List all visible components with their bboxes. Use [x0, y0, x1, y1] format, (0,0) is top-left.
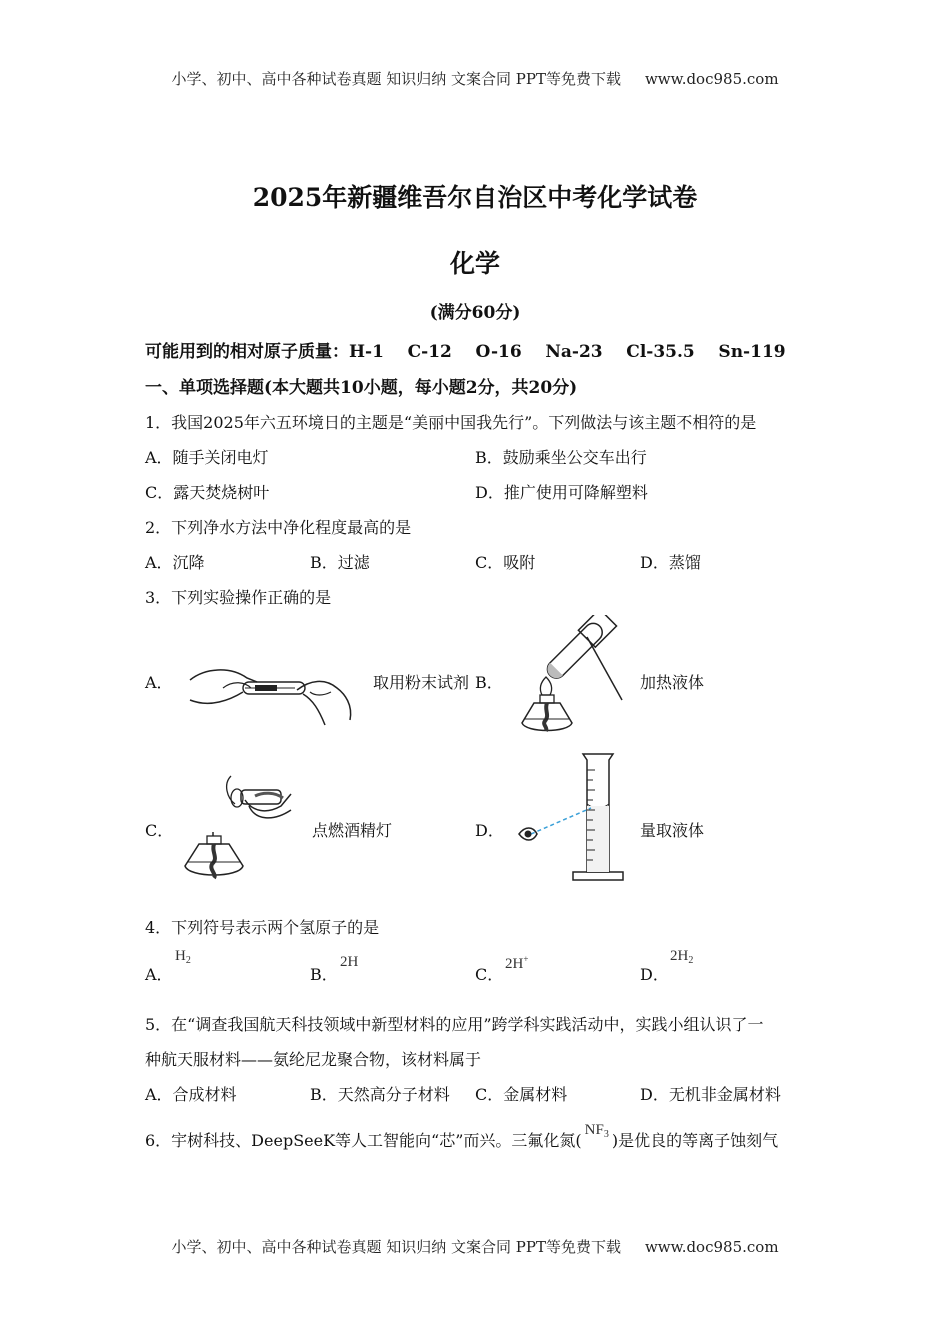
question-6-text-after: )是优良的等离子蚀刻气	[611, 1131, 779, 1150]
question-6-stem	[145, 1122, 779, 1152]
question-4-option-d-letter: D．	[640, 965, 669, 984]
question-2-option-d: D．蒸馏	[640, 553, 701, 572]
question-3-stem: 3．下列实验操作正确的是	[145, 588, 332, 607]
question-2-option-b: B．过滤	[310, 553, 370, 572]
question-3-option-b-letter: B．	[475, 673, 503, 692]
exam-subject: 化学	[449, 249, 500, 278]
page-header	[0, 68, 950, 89]
exam-title: 2025年新疆维吾尔自治区中考化学试卷	[252, 183, 698, 212]
question-4-option-a-formula: $H_2$	[175, 948, 191, 966]
question-2-option-a: A．沉降	[145, 553, 205, 572]
question-2-option-c: C．吸附	[475, 553, 536, 572]
nf3-formula: $NF_3$	[584, 1122, 609, 1140]
footer-site[interactable]: www.doc985.com	[644, 1238, 779, 1256]
atomic-mass-line: 可能用到的相对原子质量：H-1 C-12 O-16 Na-23 Cl-35.5 Sn-119	[145, 342, 786, 362]
question-3-option-d-letter: D．	[475, 821, 504, 840]
lighting-alcohol-lamp-illustration	[183, 770, 303, 885]
question-5-option-d: D．无机非金属材料	[640, 1085, 781, 1104]
question-5-option-b: B．天然高分子材料	[310, 1085, 450, 1104]
measuring-cylinder-illustration	[515, 750, 625, 885]
question-4-option-c-letter: C．	[475, 965, 504, 984]
question-5-option-c: C．金属材料	[475, 1085, 568, 1104]
question-1-option-c: C．露天焚烧树叶	[145, 483, 270, 502]
question-3-option-d-caption: 量取液体	[640, 821, 705, 840]
question-3-option-b-caption: 加热液体	[640, 673, 705, 692]
section-heading: 一、单项选择题(本大题共10小题，每小题2分，共20分)	[145, 378, 578, 398]
page-footer	[0, 1236, 950, 1257]
powder-reagent-illustration	[185, 660, 365, 735]
question-1-option-d: D．推广使用可降解塑料	[475, 483, 648, 502]
question-4-option-b-formula: 2H	[340, 954, 359, 970]
question-6-text-before: 6．宇树科技、DeepSeeK等人工智能向“芯”而兴。三氟化氮(	[145, 1131, 582, 1150]
question-5-stem-line-1: 5．在“调查我国航天科技领域中新型材料的应用”跨学科实践活动中，实践小组认识了一	[145, 1015, 764, 1034]
heating-liquid-illustration	[512, 615, 627, 740]
question-5-stem-line-2: 种航天服材料——氨纶尼龙聚合物，该材料属于	[145, 1050, 482, 1069]
question-1-option-b: B．鼓励乘坐公交车出行	[475, 448, 647, 467]
question-4-option-c-formula: 2H+	[505, 954, 529, 972]
question-4-option-b-letter: B．	[310, 965, 338, 984]
question-2-stem: 2．下列净水方法中净化程度最高的是	[145, 518, 412, 537]
question-5-option-a: A．合成材料	[145, 1085, 237, 1104]
question-4-stem: 4．下列符号表示两个氢原子的是	[145, 918, 380, 937]
header-text: 小学、初中、高中各种试卷真题 知识归纳 文案合同 PPT等免费下载	[171, 70, 621, 88]
question-4-option-a-letter: A．	[145, 965, 173, 984]
question-3-option-c-letter: C．	[145, 821, 174, 840]
header-site[interactable]: www.doc985.com	[644, 70, 779, 88]
question-1-stem: 1．我国2025年六五环境日的主题是“美丽中国我先行”。下列做法与该主题不相符的是	[145, 413, 757, 432]
question-4-option-d-formula: $2H_2$	[670, 948, 694, 966]
full-mark: (满分60分)	[429, 303, 521, 323]
question-1-option-a: A．随手关闭电灯	[145, 448, 269, 467]
question-3-option-a-letter: A．	[145, 673, 173, 692]
question-3-option-c-caption: 点燃酒精灯	[312, 821, 393, 840]
question-3-option-a-caption: 取用粉末试剂	[373, 673, 470, 692]
footer-text: 小学、初中、高中各种试卷真题 知识归纳 文案合同 PPT等免费下载	[171, 1238, 621, 1256]
